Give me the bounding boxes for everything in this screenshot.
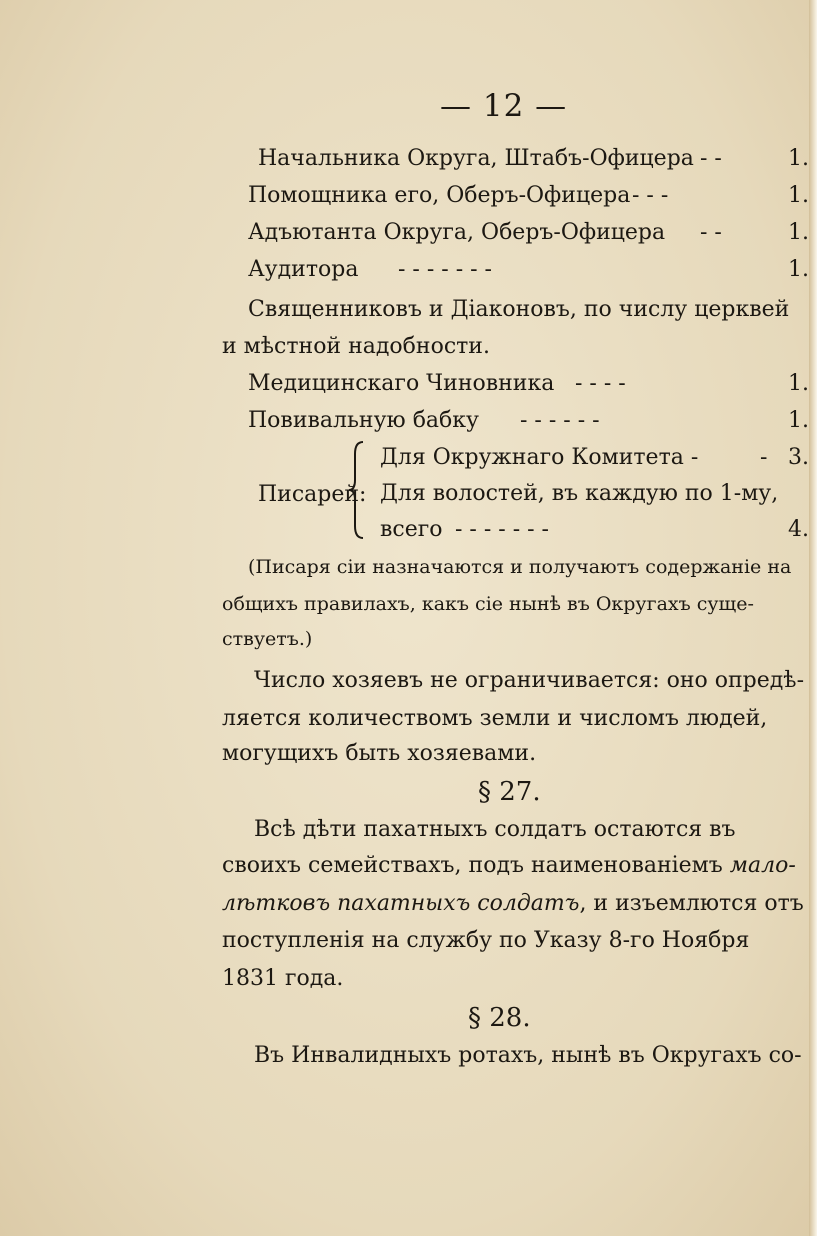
paragraph-line: 1831 года. <box>222 966 344 991</box>
clergy-line: Священниковъ и Діаконовъ, по числу церквей <box>248 297 790 322</box>
note-line: общихъ правилахъ, какъ сіе нынѣ въ Округахъ суще- <box>222 593 754 615</box>
paragraph-line <box>222 853 796 878</box>
clerks-row-committee: Для Окружнаго Комитета - <box>380 445 699 470</box>
paragraph-line: ляется количествомъ земли и числомъ людей, <box>222 706 768 731</box>
staff-line-label: Адъютанта Округа, Оберъ-Офицера <box>248 220 666 245</box>
staff-line-label: Начальника Округа, Штабъ-Офицера <box>258 146 694 171</box>
leader-dots: - - <box>700 146 722 171</box>
paragraph-line: поступленія на службу по Указу 8-го Ноября <box>222 928 750 953</box>
staff-count: 1. <box>788 220 809 245</box>
leader-dots: - - - - - - - <box>398 257 492 282</box>
staff-line-label: Медицинскаго Чиновника <box>248 371 555 396</box>
leader-dots: - <box>760 445 768 470</box>
paragraph-text: своихъ семействахъ, подъ наименованіемъ <box>222 853 730 878</box>
clergy-line: и мѣстной надобности. <box>222 334 490 359</box>
section-heading: § 27. <box>478 777 541 807</box>
staff-line-label: Помощника его, Оберъ-Офицера <box>248 183 631 208</box>
leader-dots: - - - <box>632 183 669 208</box>
clerks-row-total: всего <box>380 517 443 542</box>
clerks-count: 3. <box>788 445 809 470</box>
clerks-count: 4. <box>788 517 809 542</box>
italic-term: мало- <box>729 853 796 878</box>
note-line: (Писаря сіи назначаются и получаютъ содержаніе на <box>248 556 792 578</box>
staff-count: 1. <box>788 146 809 171</box>
page-edge <box>809 0 817 1236</box>
italic-term: лѣтковъ пахатныхъ солдатъ <box>222 891 580 916</box>
leader-dots: - - - - - - - <box>455 517 549 542</box>
leader-dots: - - <box>700 220 722 245</box>
staff-count: 1. <box>788 183 809 208</box>
paragraph-line: Число хозяевъ не ограничивается: оно опредѣ- <box>254 668 805 693</box>
clerks-row-volosts: Для волостей, въ каждую по 1-му, <box>380 481 779 506</box>
paragraph-line: Всѣ дѣти пахатныхъ солдатъ остаются въ <box>254 817 736 842</box>
staff-line-label: Аудитора <box>248 257 359 282</box>
curly-brace-icon <box>348 440 368 540</box>
paragraph-line: могущихъ быть хозяевами. <box>222 741 537 766</box>
note-line: ствуетъ.) <box>222 628 313 650</box>
leader-dots: - - - - - - <box>520 408 600 433</box>
clerks-label: Писарей: <box>258 482 367 507</box>
paragraph-line: Въ Инвалидныхъ ротахъ, нынѣ въ Округахъ со- <box>254 1043 802 1068</box>
staff-count: 1. <box>788 257 809 282</box>
staff-line-label: Повивальную бабку <box>248 408 479 433</box>
paragraph-text: , и изъемлются отъ <box>579 891 804 916</box>
staff-count: 1. <box>788 408 809 433</box>
staff-count: 1. <box>788 371 809 396</box>
leader-dots: - - - - <box>575 371 626 396</box>
paragraph-line <box>222 891 804 916</box>
section-heading: § 28. <box>468 1003 531 1033</box>
page-number: — 12 — <box>440 88 568 124</box>
